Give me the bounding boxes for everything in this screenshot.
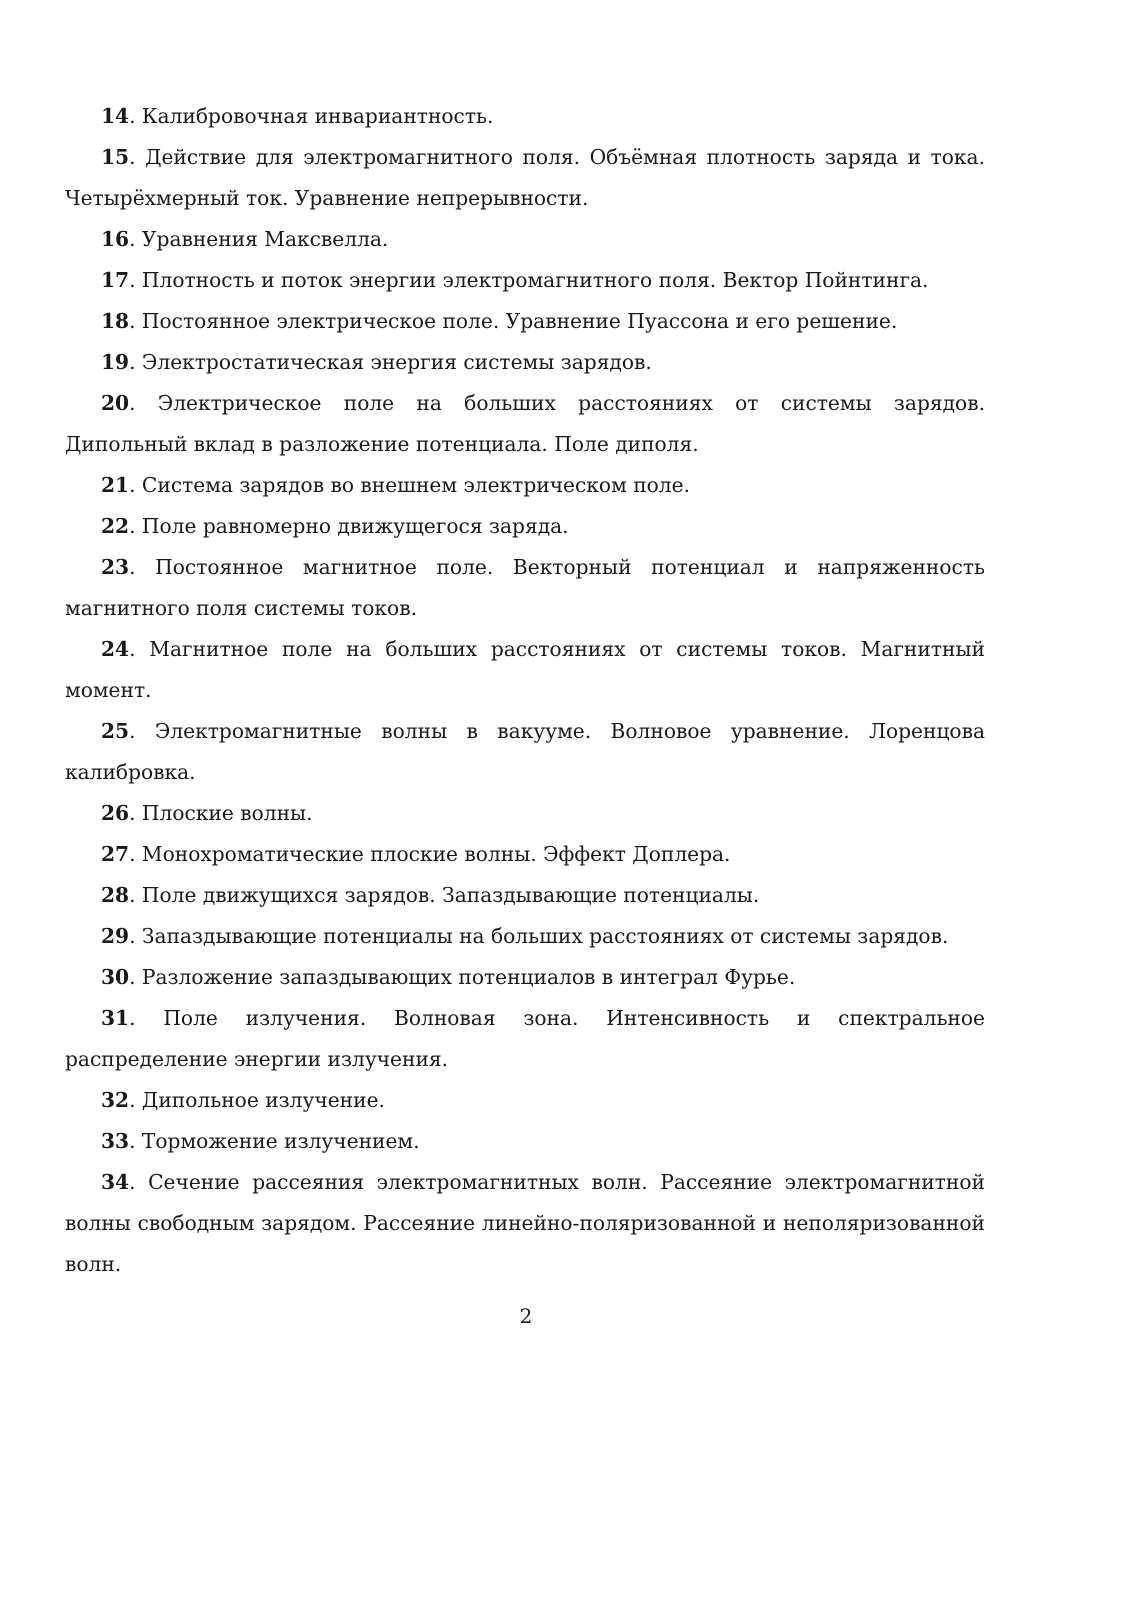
list-item: [65, 711, 985, 793]
item-text: . Плоские волны.: [129, 801, 313, 825]
item-text: . Постоянное магнитное поле. Векторный потенциал и напряженность магнитного поля системы токов.: [65, 555, 985, 620]
list-item: [65, 137, 985, 219]
page-number: 2: [519, 1304, 533, 1328]
list-item: [65, 629, 985, 711]
item-number: 19: [101, 350, 130, 374]
item-text: . Дипольное излучение.: [129, 1088, 385, 1112]
item-number: 33: [101, 1129, 130, 1153]
item-text: . Запаздывающие потенциалы на больших расстояниях от системы зарядов.: [129, 924, 949, 948]
item-text: . Калибровочная инвариантность.: [129, 104, 494, 128]
item-text: . Магнитное поле на больших расстояниях от системы токов. Магнитный момент.: [65, 637, 985, 702]
list-item: [65, 301, 985, 342]
list-item: [65, 834, 985, 875]
item-number: 14: [101, 104, 130, 128]
item-number: 25: [101, 719, 130, 743]
item-text: . Разложение запаздывающих потенциалов в интеграл Фурье.: [129, 965, 796, 989]
item-text: . Действие для электромагнитного поля. Объёмная плотность заряда и тока. Четырёхмерный ток. Уравнение непрерывности.: [65, 145, 985, 210]
list-item: [65, 260, 985, 301]
item-number: 24: [101, 637, 130, 661]
item-text: . Электростатическая энергия системы зарядов.: [129, 350, 652, 374]
item-text: . Поле равномерно движущегося заряда.: [129, 514, 569, 538]
item-text: . Система зарядов во внешнем электрическом поле.: [129, 473, 690, 497]
list-item: [65, 957, 985, 998]
list-item: [65, 1162, 985, 1285]
list-item: [65, 506, 985, 547]
item-number: 22: [101, 514, 130, 538]
list-item: [65, 219, 985, 260]
item-number: 27: [101, 842, 130, 866]
item-text: . Поле излучения. Волновая зона. Интенсивность и спектральное распределение энергии излучения.: [65, 1006, 985, 1071]
item-number: 17: [101, 268, 130, 292]
item-number: 29: [101, 924, 130, 948]
list-item: [65, 1121, 985, 1162]
item-number: 23: [101, 555, 130, 579]
item-number: 18: [101, 309, 130, 333]
list-item: [65, 465, 985, 506]
list-item: [65, 96, 985, 137]
item-number: 34: [101, 1170, 130, 1194]
item-text: . Плотность и поток энергии электромагнитного поля. Вектор Пойнтинга.: [129, 268, 929, 292]
item-text: . Торможение излучением.: [129, 1129, 420, 1153]
item-number: 32: [101, 1088, 130, 1112]
item-text: . Электрическое поле на больших расстояниях от системы зарядов. Дипольный вклад в разложение потенциала. Поле диполя.: [65, 391, 985, 456]
item-number: 31: [101, 1006, 130, 1030]
item-number: 28: [101, 883, 130, 907]
list-item: [65, 383, 985, 465]
item-text: . Уравнения Максвелла.: [129, 227, 389, 251]
list-item: [65, 998, 985, 1080]
item-number: 30: [101, 965, 130, 989]
item-text: . Монохроматические плоские волны. Эффект Доплера.: [129, 842, 731, 866]
item-number: 21: [101, 473, 130, 497]
item-number: 26: [101, 801, 130, 825]
list-item: [65, 793, 985, 834]
item-number: 16: [101, 227, 130, 251]
list-item: [65, 916, 985, 957]
document-body: [65, 96, 985, 1285]
list-item: [65, 342, 985, 383]
item-text: . Постоянное электрическое поле. Уравнение Пуассона и его решение.: [129, 309, 898, 333]
list-item: [65, 875, 985, 916]
item-number: 20: [101, 391, 130, 415]
item-number: 15: [101, 145, 130, 169]
item-text: . Сечение рассеяния электромагнитных волн. Рассеяние электромагнитной волны свободным зарядом. Рассеяние линейно-поляризованной и неполяризованной волн.: [65, 1170, 985, 1276]
list-item: [65, 1080, 985, 1121]
item-text: . Поле движущихся зарядов. Запаздывающие потенциалы.: [129, 883, 760, 907]
list-item: [65, 547, 985, 629]
item-text: . Электромагнитные волны в вакууме. Волновое уравнение. Лоренцова калибровка.: [65, 719, 985, 784]
